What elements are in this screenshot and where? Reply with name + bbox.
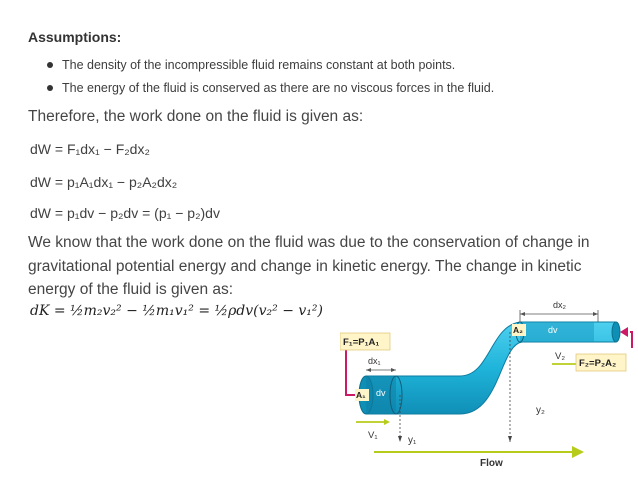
- dx2-arrowhead-left: [520, 312, 525, 316]
- bernoulli-pipe-diagram: [340, 292, 636, 472]
- dv-label-bottom: dv: [376, 388, 386, 398]
- a2-label: A₂: [513, 325, 523, 335]
- v2-label: V₂: [555, 351, 566, 362]
- pipe-right-end: [612, 322, 620, 342]
- flow-label: Flow: [480, 458, 503, 469]
- assumptions-title: Assumptions:: [28, 29, 122, 45]
- y1-label: y₁: [408, 435, 417, 446]
- list-item-text: The density of the incompressible fluid remains constant at both points.: [62, 58, 456, 72]
- y1-arrowhead: [398, 436, 402, 442]
- dx2-arrowhead-right: [593, 312, 598, 316]
- kinetic-energy-paragraph: We know that the work done on the fluid was due to the conservation of change in gravitational potential energy and change in kinetic energy. The change in kinetic energy of the fluid is given as:: [28, 234, 590, 298]
- dv-label-top: dv: [548, 325, 558, 335]
- f1-label: F₁=P₁A₁: [343, 337, 380, 348]
- force-arrow-left: [346, 354, 358, 395]
- assumptions-list: [44, 57, 494, 103]
- equation-work-pressure: dW = p₁A₁dx₁ − p₂A₂dx₂: [30, 174, 178, 190]
- y2-label: y₂: [536, 405, 545, 416]
- list-item: [44, 57, 494, 80]
- bullet-icon: [47, 62, 53, 68]
- equation-work-volume: dW = p₁dv − p₂dv = (p₁ − p₂)dv: [30, 205, 220, 221]
- force-arrowhead-right: [620, 327, 628, 337]
- dx1-arrowhead-left: [366, 368, 371, 372]
- flow-arrowhead: [572, 446, 584, 458]
- therefore-text: Therefore, the work done on the fluid is given as:: [28, 108, 364, 125]
- dx1-label: dx₁: [368, 356, 381, 366]
- bullet-icon: [47, 85, 53, 91]
- dx2-label: dx₂: [553, 300, 566, 310]
- f2-label: F₂=P₂A₂: [579, 358, 617, 369]
- v1-label: V₁: [368, 430, 378, 441]
- force-arrow-right: [630, 332, 632, 348]
- list-item: [44, 80, 494, 103]
- a1-label: A₁: [356, 390, 366, 400]
- kinetic-energy-equation: dK = ½m₂v₂² − ½m₁v₁² = ½ρdv(v₂² − v₁²): [30, 303, 323, 319]
- y2-arrowhead: [508, 436, 512, 442]
- dx1-arrowhead-right: [391, 368, 396, 372]
- v1-arrowhead: [384, 419, 390, 425]
- list-item-text: The energy of the fluid is conserved as there are no viscous forces in the fluid.: [62, 81, 495, 95]
- equation-work-force: dW = F₁dx₁ − F₂dx₂: [30, 141, 150, 157]
